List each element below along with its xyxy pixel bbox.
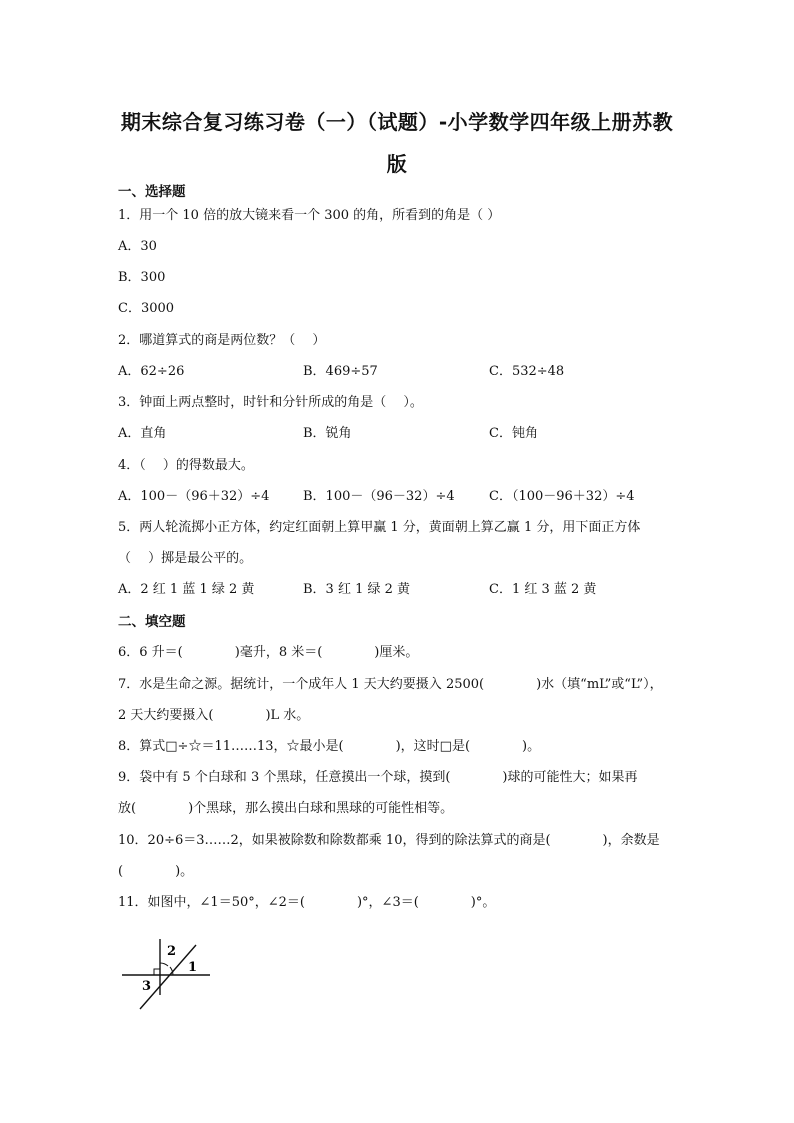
question-2-option-c: C．532÷48 (489, 364, 565, 379)
question-9-text-line-2: 放( )个黑球，那么摸出白球和黑球的可能性相等。 (118, 801, 454, 816)
question-3-text: 3．钟面上两点整时，时针和分针所成的角是（ ）。 (118, 395, 423, 410)
title-line-2: 版 (386, 152, 408, 176)
question-10-text-line-2: ( )。 (118, 864, 194, 879)
question-3-option-b: B．锐角 (303, 426, 352, 441)
angle-2-arc (160, 963, 168, 966)
question-7-text-line-1: 7．水是生命之源。据统计，一个成年人 1 天大约要摄入 2500( )水（填“mL”或“L”）， (118, 677, 663, 692)
question-2-option-b: B．469÷57 (303, 364, 378, 379)
question-2-option-a: A．62÷26 (118, 364, 185, 379)
title-line-1: 期末综合复习练习卷（一）（试题）-小学数学四年级上册苏教 (120, 110, 674, 134)
question-11-text: 11．如图中，∠1＝50°，∠2＝( )°，∠3＝( )°。 (118, 895, 496, 910)
right-angle-mark (154, 969, 160, 975)
question-4-text: 4．（ ）的得数最大。 (118, 458, 254, 473)
question-4-option-b: B．100－（96－32）÷4 (303, 489, 455, 504)
section-fill-heading: 二、填空题 (118, 614, 186, 630)
label-angle-1: 1 (188, 960, 198, 975)
question-4-option-c: C．（100－96＋32）÷4 (489, 489, 635, 504)
question-3-option-a: A．直角 (118, 426, 167, 441)
question-7-text-line-2: 2 天大约要摄入( )L 水。 (118, 708, 310, 723)
question-5-option-b: B．3 红 1 绿 2 黄 (303, 582, 411, 597)
question-2-text: 2．哪道算式的商是两位数？（ ） (118, 333, 326, 348)
section-choice-heading: 一、选择题 (118, 184, 186, 200)
question-8-text: 8．算式□÷☆＝11……13，☆最小是( )，这时□是( )。 (118, 739, 541, 754)
question-5-option-a: A．2 红 1 蓝 1 绿 2 黄 (118, 582, 255, 597)
question-3-option-c: C．钝角 (489, 426, 538, 441)
question-5-text-line-1: 5．两人轮流掷小正方体，约定红面朝上算甲赢 1 分，黄面朝上算乙赢 1 分，用下面正方体 (118, 520, 641, 535)
question-6-text: 6．6 升＝( )毫升，8 米＝( )厘米。 (118, 645, 419, 660)
question-1-text: 1．用一个 10 倍的放大镜来看一个 300 的角，所看到的角是（ ） (118, 208, 501, 223)
question-5-option-c: C．1 红 3 蓝 2 黄 (489, 582, 597, 597)
question-9-text-line-1: 9．袋中有 5 个白球和 3 个黑球，任意摸出一个球，摸到( )球的可能性大；如果再 (118, 770, 638, 785)
question-1-option-b: B．300 (118, 270, 166, 285)
question-10-text-line-1: 10．20÷6＝3……2，如果被除数和除数都乘 10，得到的除法算式的商是( )，余数是 (118, 833, 660, 848)
angle-figure (118, 935, 218, 1015)
label-angle-3: 3 (142, 979, 152, 994)
question-1-option-c: C．3000 (118, 301, 175, 316)
question-4-option-a: A．100－（96＋32）÷4 (118, 489, 270, 504)
label-angle-2: 2 (167, 944, 177, 959)
question-5-text-line-2: （ ）掷是最公平的。 (118, 551, 253, 566)
question-1-option-a: A．30 (118, 239, 157, 254)
